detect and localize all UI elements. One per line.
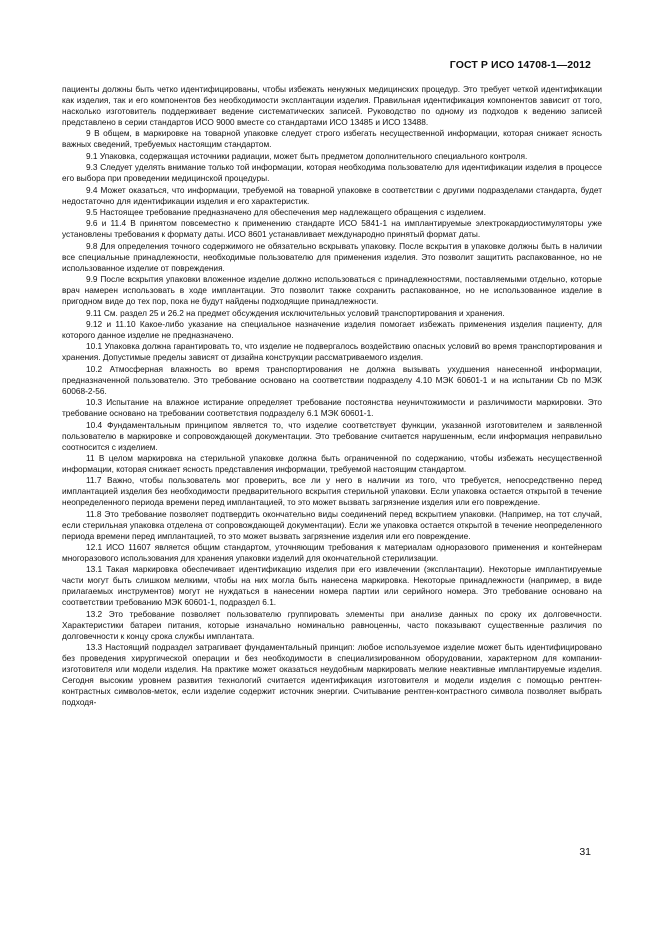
paragraph-13-3: 13.3 Настоящий подраздел затрагивает фундаментальный принцип: любое используемое изделие может быть идентифицировано без проведения хирургической операции и без необходимости в специализированном оборудовании, характерном для компании-изготовителя или модели изделия. На практике может оказаться неудобным маркировать мелкие неактивные имплантируемые изделия. Сегодня высоким уровнем развития технологий считается идентификация изготовителя и модели изделия с помощью рентген-контрастных символов-меток, если изделие содержит источник энергии. Считывание рентген-контрастного символа позволяет выбрать подходя-: [62, 642, 602, 707]
paragraph-9-12: 9.12 и 11.10 Какое-либо указание на специальное назначение изделия помогает избежать применения изделия пациенту, для которого данное изделие не предназначено.: [62, 319, 602, 340]
paragraph-10-2: 10.2 Атмосферная влажность во время транспортирования не должна вызывать ухудшения нанесенной информации, предназначенной пользователю. Это требование основано на соответствии подразделу 4.10 МЭК 60601-1 и на испытании Cb по МЭК 60068-2-56.: [62, 363, 602, 396]
page-number: 31: [579, 846, 591, 858]
paragraph-continuation: пациенты должны быть четко идентифицированы, чтобы избежать ненужных медицинских процедур. Это требует четкой идентификации как изделия, так и его компонентов без необходимости эксплантации изделия. Правильная идентификация компонентов зависит от того, насколько изготовитель поддерживает ведение систематических записей. Руководство по одному из подходов к ведению записей представлено в серии стандартов ИСО 9000 вместе со стандартами ИСО 13485 и ИСО 13488.: [62, 84, 602, 127]
paragraph-9-3: 9.3 Следует уделять внимание только той информации, которая необходима пользователю для идентификации изделия в процессе его выбора при проведении медицинской процедуры.: [62, 162, 602, 184]
paragraph-10-4: 10.4 Фундаментальным принципом является то, что изделие соответствует функции, указанной изготовителем и заявленной пользователю в маркировке и сопровождающей документации. Это требование считается нарушенным, если информация неправильно соотносится с изделием.: [62, 419, 602, 452]
paragraph-10-3: 10.3 Испытание на влажное истирание определяет требование постоянства неуничтожимости и различимости маркировки. Это требование основано на требовании соответствия подразделу 6.1 МЭК 60601-1.: [62, 397, 602, 419]
paragraph-11-8: 11.8 Это требование позволяет подтвердить окончательно виды соединений перед вскрытием упаковки. (Например, на тот случай, если стерильная упаковка отделена от сопровождающей документации). Если же упаковка остается открытой в течение неопределенного периода времени перед имплантацией, то это может вызвать загрязнение изделия или его повреждение.: [62, 508, 602, 541]
paragraph-10-1: 10.1 Упаковка должна гарантировать то, что изделие не подвергалось воздействию опасных условий во время транспортирования и хранения. Допустимые пределы зависят от дизайна конструкции рассматриваемого изделия.: [62, 341, 602, 363]
paragraph-9-8: 9.8 Для определения точного содержимого не обязательно вскрывать упаковку. После вскрытия в упаковке должны быть в наличии все специальные принадлежности, необходимые пользователю для применения изделия. Это позволит защитить распакованное, но не использованное изделие от повреждения.: [62, 240, 602, 273]
paragraph-9-9: 9.9 После вскрытия упаковки вложенное изделие должно использоваться с принадлежностями, поставляемыми отдельно, которые врач намерен использовать в ходе имплантации. Это позволит также сохранить распакованное, но не использованное изделие в пригодном виде до тех пор, пока не будут найдены подходящие принадлежности.: [62, 274, 602, 307]
paragraph-9-1: 9.1 Упаковка, содержащая источники радиации, может быть предметом дополнительного специального контроля.: [86, 150, 528, 161]
paragraph-12-1: 12.1 ИСО 11607 является общим стандартом, уточняющим требования к материалам одноразового применения и контейнерам многоразового использования для хранения упаковки изделий для окончательной стерилизации.: [62, 542, 602, 564]
paragraph-9-11: 9.11 См. раздел 25 и 26.2 на предмет обсуждения исключительных условий транспортирования и хранения.: [86, 307, 505, 318]
paragraph-13-1: 13.1 Такая маркировка обеспечивает идентификацию изделия при его извлечении (эксплантации). Некоторые имплантируемые части могут быть слишком мелкими, чтобы на них могла быть нанесена маркировка. Некоторые принадлежности (например, в виде прилагаемых инструментов) могут не нуждаться в нанесении номера партии или серийного номера. Это требование основано на соответствии требованию МЭК 60601-1, подраздел 6.1.: [62, 564, 602, 608]
paragraph-13-2: 13.2 Это требование позволяет пользователю группировать элементы при анализе данных по сроку их долговечности. Характеристики батареи питания, которые изначально номинально равноценны, часто показывают существенные различия по долговечности к концу срока службы имплантата.: [62, 608, 602, 641]
document-body: [62, 84, 602, 708]
paragraph-9-5: 9.5 Настоящее требование предназначено для обеспечения мер надлежащего обращения с изделием.: [86, 206, 486, 217]
paragraph-9-6: 9.6 и 11.4 В принятом повсеместно к применению стандарте ИСО 5841-1 на имплантируемые электрокардиостимуляторы уже установлены требования к формату даты. ИСО 8601 устанавливает международно принятый формат даты.: [62, 218, 602, 240]
standard-header: ГОСТ Р ИСО 14708-1—2012: [449, 59, 591, 71]
paragraph-9-4: 9.4 Может оказаться, что информации, требуемой на товарной упаковке в соответствии с другими подразделами стандарта, будет недостаточно для идентификации изделия и его характеристик.: [62, 184, 602, 206]
paragraph-11-7: 11.7 Важно, чтобы пользователь мог проверить, все ли у него в наличии из того, что требуется, непосредственно перед имплантацией изделия без необходимости предварительного вскрытия стерильной упаковки. Если упаковка остается открытой в течение неопределенного периода времени перед имплантацией, то это может вызвать загрязнение изделия или его повреждение.: [62, 475, 602, 508]
paragraph-11: 11 В целом маркировка на стерильной упаковке должна быть ограниченной по содержанию, чтобы избежать несущественной информации, которая снижает ясность представления информации, требуемой настоящим стандартом.: [62, 452, 602, 474]
paragraph-9: 9 В общем, в маркировке на товарной упаковке следует строго избегать несущественной информации, которая снижает ясность важных сведений, требуемых настоящим стандартом.: [62, 128, 602, 150]
